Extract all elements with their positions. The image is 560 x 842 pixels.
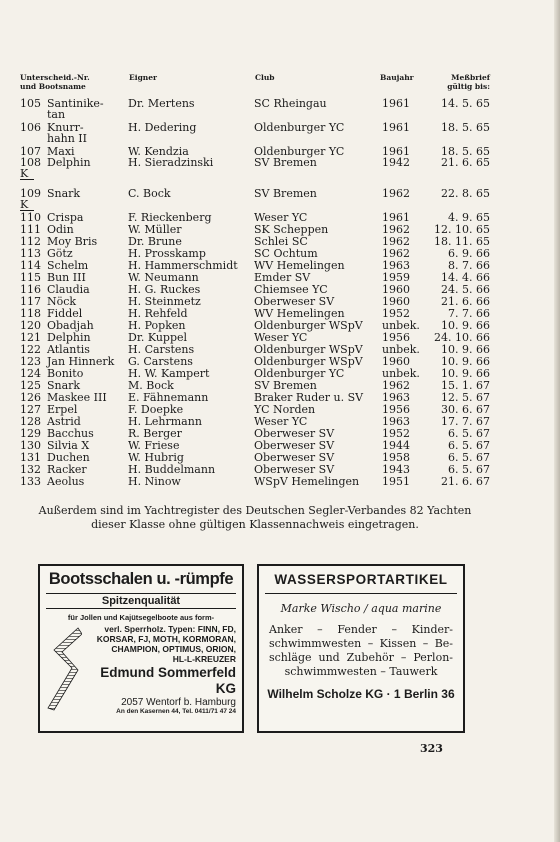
- cell-year: 1956: [382, 403, 410, 416]
- page-number: 323: [420, 742, 443, 755]
- cell-year: 1944: [382, 439, 410, 452]
- cell-owner: F. Doepke: [128, 403, 184, 416]
- cell-owner: H. Ninow: [128, 475, 181, 488]
- cell-nr: 123: [20, 355, 41, 368]
- sommerfeld-s-logo-icon: [42, 624, 82, 712]
- cell-year: unbek.: [382, 319, 420, 332]
- ad-address: An den Kasernen 44, Tel. 0411/71 47 24: [116, 708, 236, 715]
- cell-year: 1962: [382, 235, 410, 248]
- cell-year: 1962: [382, 223, 410, 236]
- cell-nr: 131: [20, 451, 41, 464]
- table-row: [20, 98, 490, 109]
- cell-valid: 10. 9. 66: [441, 319, 490, 332]
- cell-club: SC Rheingau: [254, 97, 327, 110]
- page-edge: [554, 0, 560, 842]
- table-row: [20, 452, 490, 463]
- cell-club: Oberweser SV: [254, 463, 335, 476]
- cell-name: Maskee III: [47, 391, 107, 404]
- cell-nr: 121: [20, 331, 41, 344]
- cell-valid: 24. 5. 66: [441, 283, 490, 296]
- table-row: [20, 236, 490, 247]
- cell-club: SV Bremen: [254, 187, 317, 200]
- cell-nr: 128: [20, 415, 41, 428]
- cell-owner: M. Bock: [128, 379, 174, 392]
- table-row: [20, 284, 490, 295]
- table-row: [20, 272, 490, 283]
- cell-year: 1962: [382, 187, 410, 200]
- cell-name: Obadjah: [47, 319, 94, 332]
- cell-valid: 12. 10. 65: [434, 223, 490, 236]
- cell-valid: 21. 6. 67: [441, 475, 490, 488]
- cell-name: Fiddel: [47, 307, 83, 320]
- cell-name: Silvia X: [47, 439, 90, 452]
- cell-name: Bacchus: [47, 427, 94, 440]
- cell-name: Schelm: [47, 259, 89, 272]
- cell-valid: 30. 6. 67: [441, 403, 490, 416]
- cell-year: 1956: [382, 331, 410, 344]
- cell-name: Bun III: [47, 271, 86, 284]
- cell-owner: Dr. Kuppel: [128, 331, 188, 344]
- cell-name: Crispa: [47, 211, 84, 224]
- header-year: Baujahr: [380, 73, 414, 82]
- cell-owner: W. Kendzia: [128, 145, 189, 158]
- cell-valid: 18. 11. 65: [434, 235, 490, 248]
- cell-valid: 17. 7. 67: [441, 415, 490, 428]
- ad-body: [40, 624, 242, 715]
- cell-nr: 111: [20, 223, 41, 236]
- table-row: [20, 212, 490, 223]
- table-row: [20, 476, 490, 487]
- cell-valid: 10. 9. 66: [441, 367, 490, 380]
- table-row: [20, 440, 490, 451]
- cell-owner: F. Rieckenberg: [128, 211, 212, 224]
- cell-owner: H. G. Ruckes: [128, 283, 201, 296]
- cell-club: WV Hemelingen: [254, 259, 345, 272]
- cell-nr: K: [20, 167, 29, 180]
- cell-valid: 4. 9. 65: [448, 211, 490, 224]
- cell-name: Delphin: [47, 156, 91, 169]
- cell-name: Astrid: [47, 415, 81, 428]
- cell-owner: H. Carstens: [128, 343, 195, 356]
- table-row: [20, 260, 490, 271]
- cell-valid: 24. 10. 66: [434, 331, 490, 344]
- cell-club: Schlei SC: [254, 235, 308, 248]
- cell-club: Chiemsee YC: [254, 283, 328, 296]
- cell-nr: 117: [20, 295, 41, 308]
- cell-valid: 6. 5. 67: [448, 463, 490, 476]
- cell-valid: 7. 7. 66: [448, 307, 490, 320]
- cell-club: Oldenburger WSpV: [254, 343, 363, 356]
- cell-club: Oldenburger YC: [254, 145, 345, 158]
- cell-year: 1960: [382, 355, 410, 368]
- cell-nr: 127: [20, 403, 41, 416]
- cell-nr: 122: [20, 343, 41, 356]
- cell-club: Oldenburger WSpV: [254, 319, 363, 332]
- table-row: [20, 122, 490, 133]
- cell-owner: W. Neumann: [128, 271, 199, 284]
- cell-club: Braker Ruder u. SV: [254, 391, 364, 404]
- cell-club: SV Bremen: [254, 379, 317, 392]
- ad-company: Edmund Sommerfeld KG: [100, 665, 236, 696]
- cell-valid: 14. 5. 65: [441, 97, 490, 110]
- table-row: [20, 133, 490, 144]
- cell-nr: 113: [20, 247, 41, 260]
- cell-owner: H. W. Kampert: [128, 367, 210, 380]
- cell-year: 1952: [382, 307, 410, 320]
- table-row: [20, 392, 490, 403]
- footnote: Außerdem sind im Yachtregister des Deutschen Segler-Verbandes 82 Yachten dieser Klasse ohne gültigen Klassennachweis eingetragen.: [38, 504, 472, 531]
- cell-name: Nöck: [47, 295, 77, 308]
- table-row: [20, 404, 490, 415]
- advertisement-water-sports: [257, 564, 465, 733]
- cell-valid: 8. 7. 66: [448, 259, 490, 272]
- cell-nr: 132: [20, 463, 41, 476]
- cell-club: Oldenburger YC: [254, 121, 345, 134]
- table-row: [20, 416, 490, 427]
- cell-valid: 21. 6. 65: [441, 156, 490, 169]
- cell-owner: H. Buddelmann: [128, 463, 216, 476]
- cell-valid: 10. 9. 66: [441, 355, 490, 368]
- cell-club: Oberweser SV: [254, 427, 335, 440]
- cell-nr: 106: [20, 121, 41, 134]
- cell-owner: W. Müller: [128, 223, 182, 236]
- cell-owner: Dr. Mertens: [128, 97, 195, 110]
- cell-club: Weser YC: [254, 415, 308, 428]
- cell-year: 1963: [382, 259, 410, 272]
- table-row: [20, 320, 490, 331]
- cell-year: unbek.: [382, 367, 420, 380]
- cell-name: Delphin: [47, 331, 91, 344]
- cell-owner: H. Sieradzinski: [128, 156, 214, 169]
- cell-owner: H. Hammerschmidt: [128, 259, 238, 272]
- cell-valid: 18. 5. 65: [441, 145, 490, 158]
- cell-year: 1962: [382, 379, 410, 392]
- header-club: Club: [255, 73, 275, 82]
- cell-club: WSpV Hemelingen: [254, 475, 360, 488]
- cell-owner: H. Prosskamp: [128, 247, 206, 260]
- cell-year: 1958: [382, 451, 410, 464]
- cell-year: 1961: [382, 121, 410, 134]
- cell-name: Aeolus: [47, 475, 85, 488]
- table-row: [20, 464, 490, 475]
- table-row: [20, 188, 490, 199]
- header-number: Unterscheid.-Nr. und Bootsname: [20, 73, 90, 91]
- cell-nr: K: [20, 198, 29, 211]
- cell-club: Weser YC: [254, 331, 308, 344]
- cell-club: Oberweser SV: [254, 295, 335, 308]
- table-row: [20, 199, 34, 211]
- cell-nr: 109: [20, 187, 41, 200]
- cell-name: Moy Bris: [47, 235, 98, 248]
- header-owner: Eigner: [129, 73, 157, 82]
- cell-club: Oberweser SV: [254, 439, 335, 452]
- cell-nr: 124: [20, 367, 41, 380]
- cell-name: Racker: [47, 463, 87, 476]
- table-row: [20, 428, 490, 439]
- advertisement-boat-hulls: [38, 564, 244, 733]
- cell-owner: W. Hubrig: [128, 451, 184, 464]
- table-row: [20, 344, 490, 355]
- cell-club: Oldenburger YC: [254, 367, 345, 380]
- cell-owner: H. Rehfeld: [128, 307, 188, 320]
- cell-owner: W. Friese: [128, 439, 180, 452]
- cell-club: WV Hemelingen: [254, 307, 345, 320]
- cell-valid: 18. 5. 65: [441, 121, 490, 134]
- ad-company: Wilhelm Scholze KG · 1 Berlin 36: [267, 687, 455, 701]
- cell-owner: H. Lehrmann: [128, 415, 202, 428]
- cell-name: Santinike-: [47, 97, 104, 110]
- cell-name: Bonito: [47, 367, 84, 380]
- ad-city: 2057 Wentorf b. Hamburg: [121, 697, 236, 708]
- table-row: [20, 356, 490, 367]
- table-row: [20, 224, 490, 235]
- cell-year: 1952: [382, 427, 410, 440]
- cell-valid: 6. 5. 67: [448, 427, 490, 440]
- cell-nr: 115: [20, 271, 41, 284]
- table-row: [20, 157, 490, 168]
- cell-club: SV Bremen: [254, 156, 317, 169]
- ad-brand: Marke Wischo / aqua marine: [280, 602, 442, 615]
- cell-club: Oberweser SV: [254, 451, 335, 464]
- cell-club: YC Norden: [254, 403, 316, 416]
- ad-body: Anker – Fender – Kinder-schwimmwesten – Kissen – Be-schläge und Zubehör – Perlon-schwimmwesten – Tauwerk: [269, 623, 453, 678]
- table-row: [20, 308, 490, 319]
- header-valid: Meßbrief gültig bis:: [447, 73, 490, 91]
- ad-subtitle: Spitzenqualität: [46, 593, 236, 609]
- cell-nr: 125: [20, 379, 41, 392]
- cell-name: Snark: [47, 187, 81, 200]
- cell-owner: H. Popken: [128, 319, 186, 332]
- table-row: [20, 109, 490, 120]
- cell-name: Snark: [47, 379, 81, 392]
- cell-club: Oldenburger WSpV: [254, 355, 363, 368]
- cell-valid: 10. 9. 66: [441, 343, 490, 356]
- cell-year: 1961: [382, 211, 410, 224]
- cell-name: Jan Hinnerk: [47, 355, 115, 368]
- cell-name: Götz: [47, 247, 73, 260]
- cell-nr: 118: [20, 307, 41, 320]
- cell-nr: 129: [20, 427, 41, 440]
- table-row: [20, 332, 490, 343]
- cell-year: 1963: [382, 391, 410, 404]
- cell-owner: H. Steinmetz: [128, 295, 201, 308]
- cell-owner: R. Berger: [128, 427, 182, 440]
- cell-year: 1942: [382, 156, 410, 169]
- cell-valid: 22. 8. 65: [441, 187, 490, 200]
- cell-owner: E. Fähnemann: [128, 391, 209, 404]
- cell-year: 1963: [382, 415, 410, 428]
- cell-nr: 126: [20, 391, 41, 404]
- cell-nr: 133: [20, 475, 41, 488]
- cell-owner: G. Carstens: [128, 355, 193, 368]
- cell-name: tan: [47, 108, 66, 121]
- ad-text: verl. Sperrholz. Typen: FINN, FD, KORSAR, FJ, MOTH, KORMORAN, CHAMPION, OPTIMUS, ORION, HL-L-KREUZER Edmund Sommerfeld KG 2057 Wentorf b. Hamburg An den Kasernen 44, Tel. 0411/71 47 24: [80, 624, 236, 716]
- cell-valid: 6. 9. 66: [448, 247, 490, 260]
- cell-valid: 14. 4. 66: [441, 271, 490, 284]
- cell-nr: 105: [20, 97, 41, 110]
- cell-year: 1943: [382, 463, 410, 476]
- cell-club: Emder SV: [254, 271, 311, 284]
- ad-title: WASSERSPORTARTIKEL: [265, 572, 457, 594]
- cell-name: Duchen: [47, 451, 90, 464]
- cell-owner: H. Dedering: [128, 121, 197, 134]
- cell-name: hahn II: [47, 132, 87, 145]
- cell-year: 1960: [382, 283, 410, 296]
- table-row: [20, 248, 490, 259]
- cell-club: Weser YC: [254, 211, 308, 224]
- cell-nr: 116: [20, 283, 41, 296]
- cell-year: unbek.: [382, 343, 420, 356]
- cell-valid: 15. 1. 67: [441, 379, 490, 392]
- cell-year: 1962: [382, 247, 410, 260]
- cell-name: Claudia: [47, 283, 90, 296]
- cell-owner: Dr. Brune: [128, 235, 182, 248]
- cell-nr: 114: [20, 259, 41, 272]
- cell-name: Erpel: [47, 403, 78, 416]
- cell-valid: 12. 5. 67: [441, 391, 490, 404]
- cell-year: 1961: [382, 97, 410, 110]
- cell-nr: 120: [20, 319, 41, 332]
- cell-club: SK Scheppen: [254, 223, 329, 236]
- cell-nr: 108: [20, 156, 41, 169]
- cell-owner: C. Bock: [128, 187, 171, 200]
- ad-title: Bootsschalen u. -rümpfe: [48, 570, 234, 588]
- cell-year: 1961: [382, 145, 410, 158]
- ad-intro-line: für Jollen und Kajütsegelboote aus form-: [67, 613, 215, 622]
- cell-name: Knurr-: [47, 121, 84, 134]
- table-row: [20, 296, 490, 307]
- table-row: [20, 380, 490, 391]
- cell-valid: 6. 5. 67: [448, 451, 490, 464]
- cell-nr: 130: [20, 439, 41, 452]
- cell-nr: 107: [20, 145, 41, 158]
- cell-year: 1959: [382, 271, 410, 284]
- table-row: [20, 368, 490, 379]
- cell-name: Atlantis: [47, 343, 90, 356]
- cell-nr: 112: [20, 235, 41, 248]
- cell-name: Maxi: [47, 145, 75, 158]
- cell-valid: 21. 6. 66: [441, 295, 490, 308]
- cell-year: 1951: [382, 475, 410, 488]
- cell-year: 1960: [382, 295, 410, 308]
- cell-valid: 6. 5. 67: [448, 439, 490, 452]
- cell-club: SC Ochtum: [254, 247, 318, 260]
- cell-nr: 110: [20, 211, 41, 224]
- cell-name: Odin: [47, 223, 74, 236]
- table-row: [20, 168, 34, 180]
